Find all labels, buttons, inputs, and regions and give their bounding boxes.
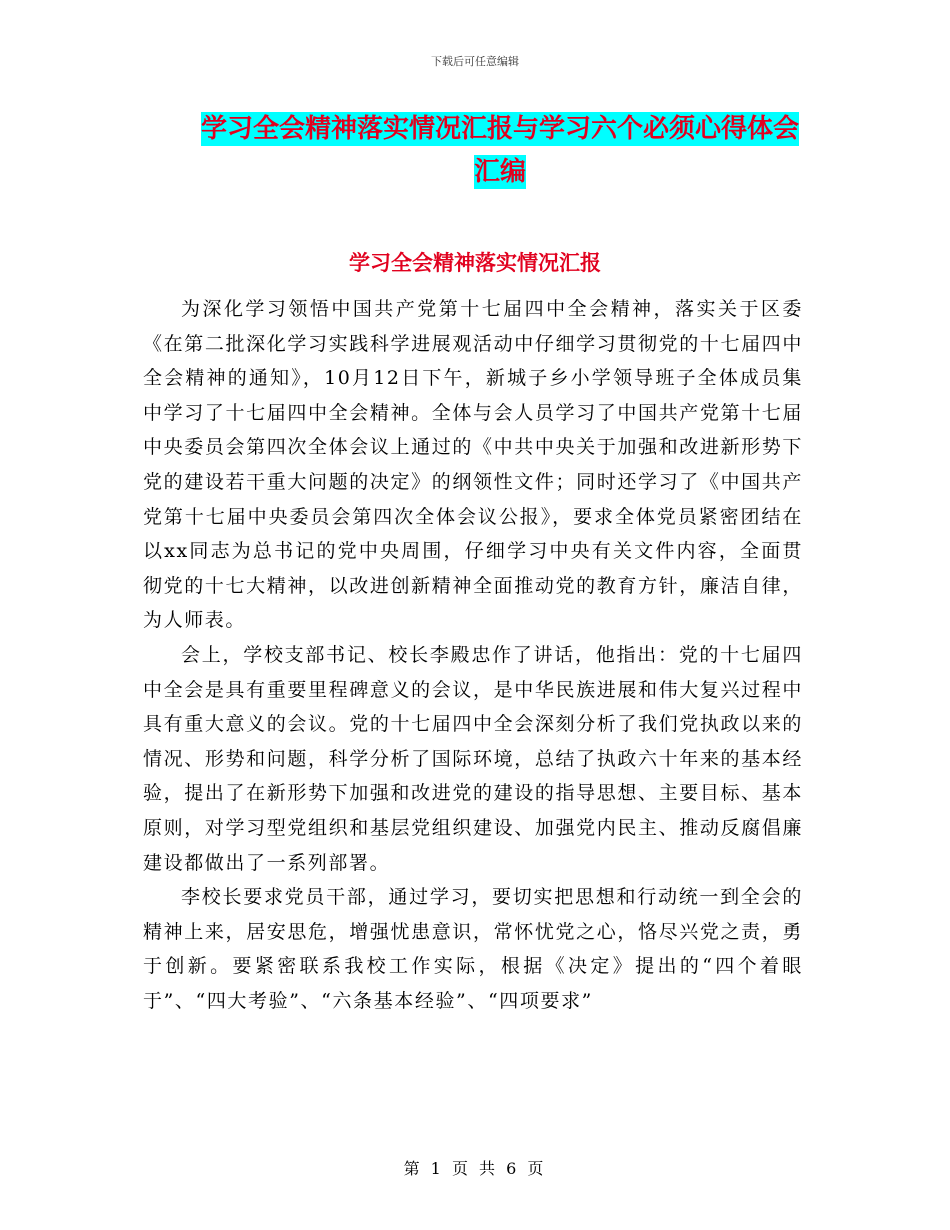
paragraph: 李校长要求党员干部，通过学习，要切实把思想和行动统一到全会的精神上来，居安思危，增强忧患意识，常怀忧党之心，恪尽兴党之责，勇于创新。要紧密联系我校工作实际，根据《决定》提出的“四个着眼于”、“四大考验”、“六条基本经验”、“四项要求” (143, 886, 803, 1012)
document-title (190, 108, 810, 194)
document-title-line-2: 汇编 (473, 157, 526, 187)
document-body (143, 292, 803, 1018)
section-title: 学习全会精神落实情况汇报 (349, 251, 601, 275)
paragraph: 为深化学习领悟中国共产党第十七届四中全会精神，落实关于区委《在第二批深化学习实践科学进展观活动中仔细学习贯彻党的十七届四中全会精神的通知》，10月12日下午，新城子乡小学领导班子全体成员集中学习了十七届四中全会精神。全体与会人员学习了中国共产党第十七届中央委员会第四次全体会议上通过的《中共中央关于加强和改进新形势下党的建设若干重大问题的决定》的纲领性文件；同时还学习了《中国共产党第十七届中央委员会第四次全体会议公报》，要求全体党员紧密团结在以xx同志为总书记的党中央周围，仔细学习中央有关文件内容，全面贯彻党的十七大精神，以改进创新精神全面推动党的教育方针，廉洁自律，为人师表。 (143, 298, 803, 632)
header-note: 下载后可任意编辑 (431, 55, 519, 68)
paragraph: 会上，学校支部书记、校长李殿忠作了讲话，他指出：党的十七届四中全会是具有重要里程碑意义的会议，是中华民族进展和伟大复兴过程中具有重大意义的会议。党的十七届四中全会深刻分析了我们党执政以来的情况、形势和问题，科学分析了国际环境，总结了执政六十年来的基本经验，提出了在新形势下加强和改进党的建设的指导思想、主要目标、基本原则，对学习型党组织和基层党组织建设、加强党内民主、推动反腐倡廉建设都做出了一系列部署。 (143, 643, 803, 874)
page-footer: 第 1 页 共 6 页 (403, 1159, 547, 1178)
document-title-line-1: 学习全会精神落实情况汇报与学习六个必须心得体会 (200, 114, 799, 144)
